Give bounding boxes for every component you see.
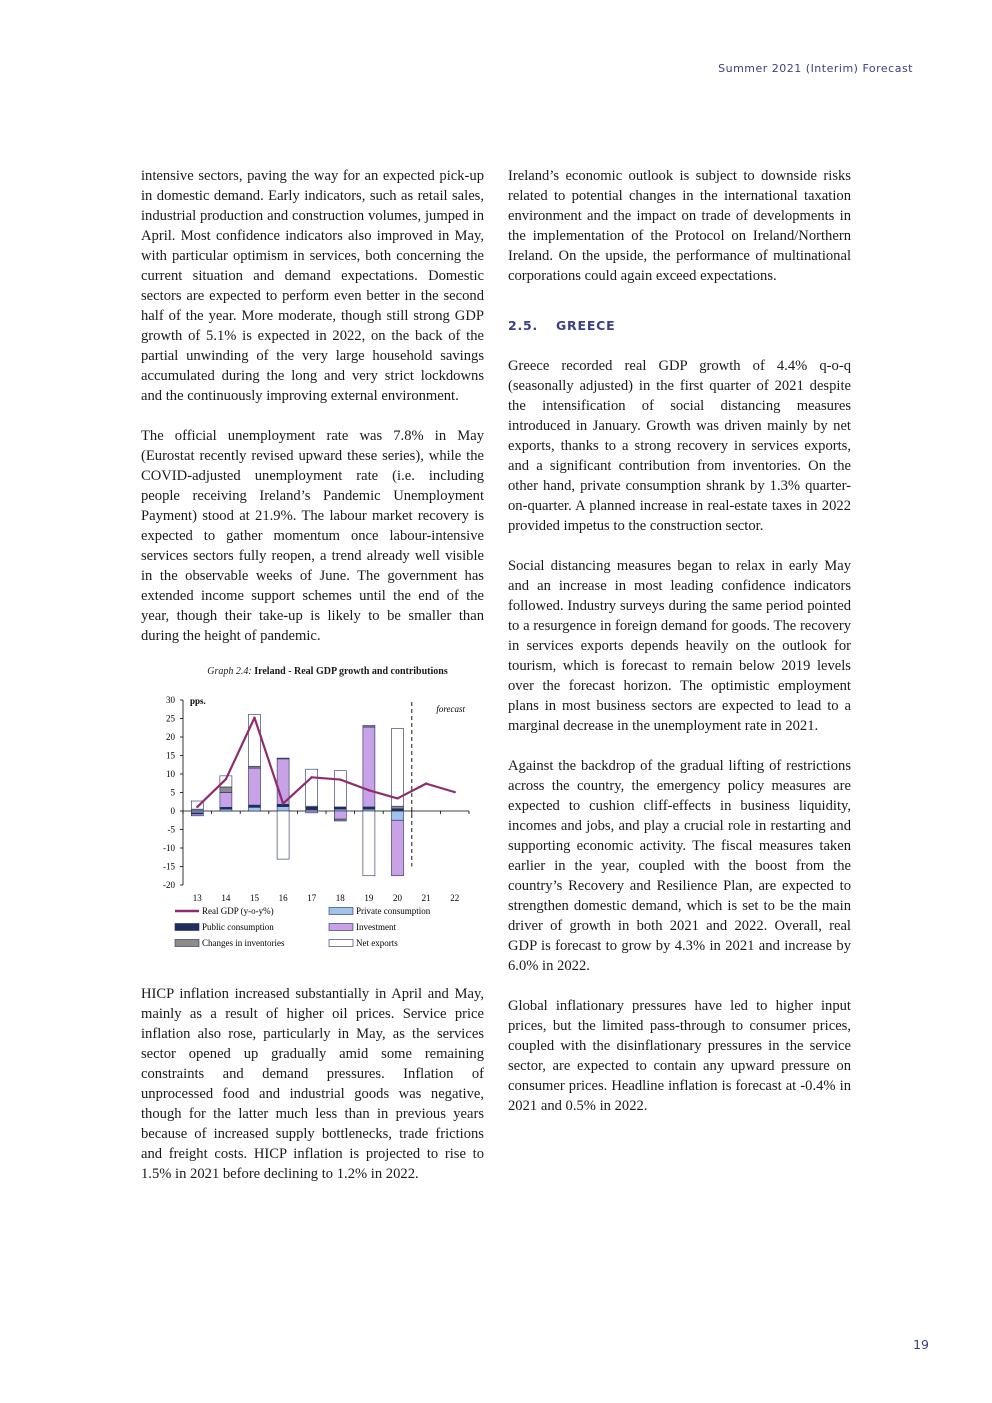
x-tick-label: 18	[335, 893, 345, 903]
bar-segment	[249, 714, 261, 766]
y-tick-label: 5	[170, 787, 175, 798]
bar-segment	[249, 805, 261, 807]
page-number: 19	[913, 1337, 929, 1352]
bar-segment	[363, 811, 375, 876]
y-tick-label: 10	[166, 769, 175, 779]
bar-segment	[306, 811, 318, 813]
x-tick-label: 17	[307, 893, 317, 903]
x-tick-label: 15	[250, 893, 259, 903]
gdp-point	[454, 791, 456, 793]
chart-title-prefix: Graph 2.4:	[207, 666, 252, 677]
legend-swatch	[329, 908, 353, 915]
legend-label: Investment	[356, 922, 396, 932]
bar-segment	[334, 811, 346, 819]
bar-segment	[191, 814, 203, 816]
gdp-point	[282, 802, 284, 804]
legend-label: Real GDP (y-o-y%)	[202, 906, 274, 916]
gdp-line	[197, 718, 454, 807]
legend-swatch	[175, 924, 199, 931]
gdp-point	[339, 778, 341, 780]
forecast-label: forecast	[436, 704, 465, 714]
bar-segment	[392, 820, 404, 876]
bar-segment	[277, 811, 289, 859]
bar-segment	[392, 809, 404, 811]
legend-swatch	[175, 940, 199, 947]
paragraph: HICP inflation increased substantially in April and May, mainly as a result of higher oil prices. Service price inflation also rose, particularly in May, as the services sector opened up gradually amid some remaining constraints and demand pressures. Inflation of unprocessed food and industrial goods was negative, though for the latter much less than in previous years because of increased supply bottlenecks, trade frictions and freight costs. HICP inflation is projected to rise to 1.5% in 2021 before declining to 1.2% in 2022.	[141, 986, 484, 1182]
legend-label: Public consumption	[202, 922, 274, 932]
gdp-point	[396, 797, 398, 799]
bar-segment	[392, 728, 404, 806]
y-tick-label: -5	[167, 824, 175, 835]
running-header: Summer 2021 (Interim) Forecast	[718, 62, 913, 75]
x-tick-label: 19	[364, 893, 374, 903]
section-number: 2.5.	[508, 318, 539, 333]
legend-swatch	[329, 924, 353, 931]
x-tick-label: 16	[278, 893, 288, 903]
bar-segment	[277, 759, 289, 805]
paragraph: Greece recorded real GDP growth of 4.4% q-o-q (seasonally adjusted) in the first quarter of 2021 despite the intensification of social distancing measures introduced in January. Growth was driven mainly by net exports, thanks to a strong recovery in services exports, and a significant contribution from inventories. On the other hand, private consumption shrank by 1.3% quarter-on-quarter. A planned increase in real-estate taxes in 2022 provided impetus to the construction sector.	[508, 358, 851, 534]
bar-segment	[277, 758, 289, 759]
y-tick-label: 0	[170, 806, 175, 816]
legend-label: Net exports	[356, 938, 398, 948]
bar-segment	[363, 726, 375, 727]
y-tick-label: -15	[163, 861, 175, 872]
bar-segment	[334, 819, 346, 821]
gdp-point	[368, 789, 370, 791]
gdp-point	[425, 782, 427, 784]
bar-segment	[334, 807, 346, 809]
gdp-point	[196, 806, 198, 808]
y-tick-label: -20	[163, 880, 175, 890]
bar-segment	[306, 807, 318, 809]
legend-swatch	[329, 940, 353, 947]
y-tick-label: 15	[166, 750, 175, 761]
section-title: GREECE	[556, 318, 616, 333]
y-tick-label: 25	[166, 713, 175, 724]
chart-title	[141, 666, 484, 678]
chart-plot	[141, 678, 484, 958]
section-heading	[508, 316, 851, 336]
bar-segment	[220, 793, 232, 808]
paragraph: Social distancing measures began to relax in early May and an increase in most leading confidence indicators followed. Industry surveys during the same period pointed to a resurgence in foreign demand for goods. The recovery in services exports depends heavily on the outlook for tourism, which is forecast to remain below 2019 levels over the forecast horizon. The optimistic employment plans in most business sectors are expected to lead to a marginal decrease in the unemployment rate in 2021.	[508, 558, 851, 734]
gdp-point	[253, 717, 255, 719]
bar-segment	[363, 807, 375, 809]
paragraph: Against the backdrop of the gradual lifting of restrictions across the country, the emergency policy measures are expected to cushion cliff-effects in business liquidity, incomes and jobs, and play a crucial role in restarting and supporting economic activity. The fiscal measures taken earlier in the year, coupled with the boost from the country’s Recovery and Resilience Plan, are expected to strengthen domestic demand, which is set to be the main driver of growth in both 2021 and 2022. Overall, real GDP is forecast to grow by 4.3% in 2021 and increase by 6.0% in 2022.	[508, 758, 851, 974]
bar-segment	[334, 771, 346, 807]
y-tick-label: -10	[163, 843, 175, 853]
legend-label: Changes in inventories	[202, 938, 285, 948]
paragraph: Global inflationary pressures have led to higher input prices, but the limited pass-through to consumer prices, coupled with the disinflationary pressures in the service sector, are expected to contain any upward pressure on consumer prices. Headline inflation is forecast at -0.4% in 2021 and 0.5% in 2022.	[508, 998, 851, 1114]
bar-segment	[392, 811, 404, 820]
bar-segment	[220, 787, 232, 793]
y-tick-label: 30	[166, 695, 175, 705]
paragraph: The official unemployment rate was 7.8% in May (Eurostat recently revised upward these series), while the COVID-adjusted unemployment rate (i.e. including people receiving Ireland’s Pandemic Unemployment Payment) stood at 21.9%. The labour market recovery is expected to gather momentum once labour-intensive services sectors fully reopen, a trend already well visible in the observable weeks of June. The government has extended income support schemes until the end of the year, though their take-up is likely to be smaller than during the height of pandemic.	[141, 428, 484, 644]
bar-segment	[249, 807, 261, 811]
gdp-point	[225, 778, 227, 780]
x-tick-label: 13	[192, 893, 202, 903]
left-column	[141, 166, 484, 1204]
gdp-point	[311, 776, 313, 778]
chart-title-text: Ireland - Real GDP growth and contributions	[254, 666, 448, 677]
paragraph: intensive sectors, paving the way for an expected pick-up in domestic demand. Early indicators, such as retail sales, industrial production and construction volumes, jumped in April. Most confidence indicators also improved in May, with particular optimism in services, both concerning the current situation and demand expectations. Domestic sectors are expected to perform even better in the second half of the year. More moderate, though still strong GDP growth of 5.1% is expected in 2022, on the back of the partial unwinding of the very large household savings accumulated during the long and very strict lockdowns and the continuously improving external environment.	[141, 168, 484, 404]
x-tick-label: 14	[221, 893, 231, 903]
x-tick-label: 21	[421, 893, 431, 903]
right-column	[508, 166, 851, 1136]
bar-segment	[249, 768, 261, 805]
bar-segment	[306, 769, 318, 806]
y-axis-unit: pps.	[190, 696, 206, 706]
x-tick-label: 20	[393, 893, 402, 903]
y-tick-label: 20	[166, 732, 175, 742]
gdp-chart	[141, 666, 484, 966]
x-tick-label: 22	[450, 893, 460, 903]
bar-segment	[277, 807, 289, 811]
legend-label: Private consumption	[356, 906, 431, 916]
bar-segment	[392, 806, 404, 809]
bar-segment	[363, 727, 375, 807]
paragraph: Ireland’s economic outlook is subject to downside risks related to potential changes in the international taxation environment and the impact on trade of developments in the implementation of the Protocol on Ireland/Northern Ireland. On the upside, the performance of multinational corporations could again exceed expectations.	[508, 168, 851, 284]
